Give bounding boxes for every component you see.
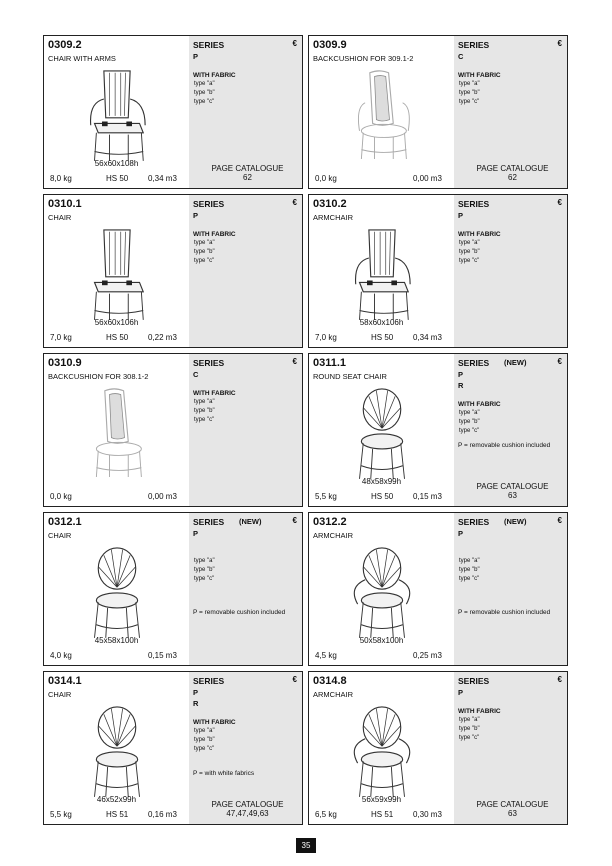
weight: 6,5 kg bbox=[315, 810, 337, 819]
fabric-types bbox=[459, 409, 480, 436]
catalogue-label: PAGE CATALOGUE bbox=[476, 164, 549, 173]
product-name: BACKCUSHION FOR 308.1-2 bbox=[48, 372, 149, 381]
product-card-0310-1 bbox=[43, 194, 303, 348]
page-catalogue bbox=[458, 482, 567, 500]
series-label: SERIES bbox=[458, 676, 490, 686]
product-name: CHAIR WITH ARMS bbox=[48, 54, 116, 63]
product-card-0312-1 bbox=[43, 512, 303, 666]
type-b: type "b" bbox=[194, 408, 215, 414]
series-code: C bbox=[193, 370, 199, 379]
series-codes bbox=[193, 369, 198, 380]
product-code: 0310.2 bbox=[313, 198, 347, 210]
series-note: P = removable cushion included bbox=[193, 609, 286, 616]
product-code: 0310.9 bbox=[48, 357, 82, 369]
series-codes bbox=[458, 687, 463, 698]
type-a: type "a" bbox=[459, 81, 480, 87]
fabric-label: WITH FABRIC bbox=[193, 231, 236, 238]
page-number: 35 bbox=[296, 838, 316, 853]
new-badge: (NEW) bbox=[239, 517, 262, 526]
new-badge: (NEW) bbox=[504, 358, 527, 367]
catalogue-pages: 63 bbox=[508, 809, 517, 818]
catalogue-pages: 47,47,49,63 bbox=[226, 809, 269, 818]
product-photo bbox=[72, 539, 162, 643]
weight: 0,0 kg bbox=[50, 492, 72, 501]
product-card-0309-9 bbox=[308, 35, 568, 189]
series-code: P bbox=[458, 370, 464, 379]
new-badge: (NEW) bbox=[504, 517, 527, 526]
info-panel bbox=[454, 195, 567, 347]
hs-code: HS 50 bbox=[371, 333, 394, 342]
product-code: 0312.2 bbox=[313, 516, 347, 528]
type-a: type "a" bbox=[459, 240, 480, 246]
page-catalogue bbox=[458, 800, 567, 818]
type-b: type "b" bbox=[459, 249, 480, 255]
series-note: P = removable cushion included bbox=[458, 442, 551, 449]
product-name: ARMCHAIR bbox=[313, 690, 354, 699]
info-panel bbox=[189, 354, 302, 506]
product-photo bbox=[72, 380, 162, 484]
fabric-label: WITH FABRIC bbox=[193, 719, 236, 726]
series-label: SERIES bbox=[193, 358, 225, 368]
euro-sign: € bbox=[292, 675, 297, 684]
type-c: type "c" bbox=[459, 576, 480, 582]
series-codes bbox=[458, 528, 463, 539]
type-b: type "b" bbox=[194, 90, 215, 96]
series-label: SERIES bbox=[458, 517, 490, 527]
volume: 0,22 m3 bbox=[148, 333, 177, 342]
fabric-types bbox=[194, 80, 215, 107]
product-card-0309-2 bbox=[43, 35, 303, 189]
catalogue-label: PAGE CATALOGUE bbox=[211, 164, 284, 173]
product-code: 0310.1 bbox=[48, 198, 82, 210]
euro-sign: € bbox=[557, 357, 562, 366]
type-a: type "a" bbox=[194, 240, 215, 246]
series-label: SERIES bbox=[458, 358, 490, 368]
product-name: CHAIR bbox=[48, 531, 72, 540]
type-b: type "b" bbox=[459, 90, 480, 96]
product-card-0314-8 bbox=[308, 671, 568, 825]
fabric-label: WITH FABRIC bbox=[458, 708, 501, 715]
type-b: type "b" bbox=[194, 567, 215, 573]
series-codes bbox=[193, 51, 198, 62]
dimensions: 45x58x100h bbox=[94, 636, 139, 645]
euro-sign: € bbox=[292, 39, 297, 48]
type-a: type "a" bbox=[459, 717, 480, 723]
product-photo bbox=[72, 62, 162, 166]
type-b: type "b" bbox=[459, 419, 480, 425]
series-code: C bbox=[458, 52, 464, 61]
series-codes bbox=[193, 528, 198, 539]
type-c: type "c" bbox=[194, 99, 215, 105]
fabric-types bbox=[459, 557, 480, 584]
product-name: ARMCHAIR bbox=[313, 531, 354, 540]
series-code: P bbox=[193, 211, 199, 220]
catalogue-pages: 62 bbox=[243, 173, 252, 182]
product-card-0311-1 bbox=[308, 353, 568, 507]
dimensions: 50x58x100h bbox=[359, 636, 404, 645]
type-c: type "c" bbox=[194, 576, 215, 582]
series-code: P bbox=[458, 211, 464, 220]
type-a: type "a" bbox=[194, 81, 215, 87]
series-codes bbox=[193, 210, 198, 221]
type-c: type "c" bbox=[459, 735, 480, 741]
catalogue-label: PAGE CATALOGUE bbox=[211, 800, 284, 809]
hs-code: HS 50 bbox=[106, 174, 129, 183]
weight: 4,0 kg bbox=[50, 651, 72, 660]
series-note: P = removable cushion included bbox=[458, 609, 551, 616]
volume: 0,15 m3 bbox=[148, 651, 177, 660]
page-catalogue bbox=[193, 800, 302, 818]
volume: 0,34 m3 bbox=[413, 333, 442, 342]
weight: 0,0 kg bbox=[315, 174, 337, 183]
series-codes bbox=[458, 210, 463, 221]
series-label: SERIES bbox=[193, 199, 225, 209]
product-code: 0309.9 bbox=[313, 39, 347, 51]
dimensions: 46x52x99h bbox=[96, 795, 137, 804]
product-code: 0311.1 bbox=[313, 357, 347, 369]
volume: 0,34 m3 bbox=[148, 174, 177, 183]
product-card-0310-2 bbox=[308, 194, 568, 348]
type-a: type "a" bbox=[459, 410, 480, 416]
type-a: type "a" bbox=[194, 728, 215, 734]
info-panel bbox=[189, 513, 302, 665]
dimensions: 48x58x99h bbox=[361, 477, 402, 486]
product-grid bbox=[43, 35, 568, 825]
type-c: type "c" bbox=[459, 99, 480, 105]
dimensions: 56x60x108h bbox=[94, 159, 139, 168]
series-note: P = with white fabrics bbox=[193, 770, 255, 777]
type-c: type "c" bbox=[194, 746, 215, 752]
fabric-label: WITH FABRIC bbox=[458, 72, 501, 79]
hs-code: HS 51 bbox=[106, 810, 129, 819]
type-a: type "a" bbox=[459, 558, 480, 564]
series-code: R bbox=[193, 699, 199, 708]
volume: 0,00 m3 bbox=[148, 492, 177, 501]
fabric-types bbox=[194, 557, 215, 584]
product-name: BACKCUSHION FOR 309.1-2 bbox=[313, 54, 414, 63]
fabric-label: WITH FABRIC bbox=[458, 401, 501, 408]
dimensions: 56x60x106h bbox=[94, 318, 139, 327]
fabric-types bbox=[459, 239, 480, 266]
product-photo bbox=[337, 221, 427, 325]
dimensions: 58x60x106h bbox=[359, 318, 404, 327]
euro-sign: € bbox=[557, 675, 562, 684]
catalogue-label: PAGE CATALOGUE bbox=[476, 482, 549, 491]
product-code: 0314.8 bbox=[313, 675, 347, 687]
series-label: SERIES bbox=[193, 517, 225, 527]
product-name: ROUND SEAT CHAIR bbox=[313, 372, 387, 381]
series-codes bbox=[193, 687, 198, 709]
type-b: type "b" bbox=[459, 726, 480, 732]
product-name: CHAIR bbox=[48, 213, 72, 222]
info-panel bbox=[189, 195, 302, 347]
series-codes bbox=[458, 51, 463, 62]
volume: 0,16 m3 bbox=[148, 810, 177, 819]
hs-code: HS 50 bbox=[106, 333, 129, 342]
product-photo bbox=[337, 62, 427, 166]
euro-sign: € bbox=[292, 357, 297, 366]
type-b: type "b" bbox=[459, 567, 480, 573]
product-photo bbox=[337, 539, 427, 643]
euro-sign: € bbox=[292, 198, 297, 207]
series-label: SERIES bbox=[193, 40, 225, 50]
page-catalogue bbox=[193, 164, 302, 182]
fabric-types bbox=[459, 80, 480, 107]
type-b: type "b" bbox=[194, 249, 215, 255]
catalogue-pages: 62 bbox=[508, 173, 517, 182]
volume: 0,00 m3 bbox=[413, 174, 442, 183]
type-a: type "a" bbox=[194, 558, 215, 564]
fabric-types bbox=[194, 727, 215, 754]
series-code: R bbox=[458, 381, 464, 390]
series-code: P bbox=[458, 529, 464, 538]
fabric-types bbox=[194, 239, 215, 266]
catalogue-label: PAGE CATALOGUE bbox=[476, 800, 549, 809]
series-code: P bbox=[193, 529, 199, 538]
volume: 0,25 m3 bbox=[413, 651, 442, 660]
product-code: 0314.1 bbox=[48, 675, 82, 687]
type-a: type "a" bbox=[194, 399, 215, 405]
fabric-types bbox=[459, 716, 480, 743]
product-code: 0309.2 bbox=[48, 39, 82, 51]
hs-code: HS 50 bbox=[371, 492, 394, 501]
product-code: 0312.1 bbox=[48, 516, 82, 528]
product-photo bbox=[72, 221, 162, 325]
weight: 5,5 kg bbox=[50, 810, 72, 819]
weight: 5,5 kg bbox=[315, 492, 337, 501]
fabric-label: WITH FABRIC bbox=[458, 231, 501, 238]
fabric-label: WITH FABRIC bbox=[193, 72, 236, 79]
product-name: ARMCHAIR bbox=[313, 213, 354, 222]
dimensions: 56x59x99h bbox=[361, 795, 402, 804]
hs-code: HS 51 bbox=[371, 810, 394, 819]
weight: 8,0 kg bbox=[50, 174, 72, 183]
page-catalogue bbox=[458, 164, 567, 182]
product-card-0312-2 bbox=[308, 512, 568, 666]
weight: 7,0 kg bbox=[315, 333, 337, 342]
weight: 4,5 kg bbox=[315, 651, 337, 660]
product-photo bbox=[337, 380, 427, 484]
product-name: CHAIR bbox=[48, 690, 72, 699]
volume: 0,30 m3 bbox=[413, 810, 442, 819]
series-label: SERIES bbox=[458, 199, 490, 209]
euro-sign: € bbox=[292, 516, 297, 525]
volume: 0,15 m3 bbox=[413, 492, 442, 501]
type-c: type "c" bbox=[194, 417, 215, 423]
series-code: P bbox=[458, 688, 464, 697]
type-c: type "c" bbox=[459, 428, 480, 434]
series-code: P bbox=[193, 688, 199, 697]
fabric-types bbox=[194, 398, 215, 425]
euro-sign: € bbox=[557, 198, 562, 207]
product-photo bbox=[72, 698, 162, 802]
type-c: type "c" bbox=[459, 258, 480, 264]
product-card-0314-1 bbox=[43, 671, 303, 825]
product-photo bbox=[337, 698, 427, 802]
series-code: P bbox=[193, 52, 199, 61]
euro-sign: € bbox=[557, 39, 562, 48]
type-b: type "b" bbox=[194, 737, 215, 743]
fabric-label: WITH FABRIC bbox=[193, 390, 236, 397]
info-panel bbox=[454, 513, 567, 665]
weight: 7,0 kg bbox=[50, 333, 72, 342]
catalogue-pages: 63 bbox=[508, 491, 517, 500]
series-codes bbox=[458, 369, 463, 391]
series-label: SERIES bbox=[193, 676, 225, 686]
euro-sign: € bbox=[557, 516, 562, 525]
type-c: type "c" bbox=[194, 258, 215, 264]
product-card-0310-9 bbox=[43, 353, 303, 507]
series-label: SERIES bbox=[458, 40, 490, 50]
